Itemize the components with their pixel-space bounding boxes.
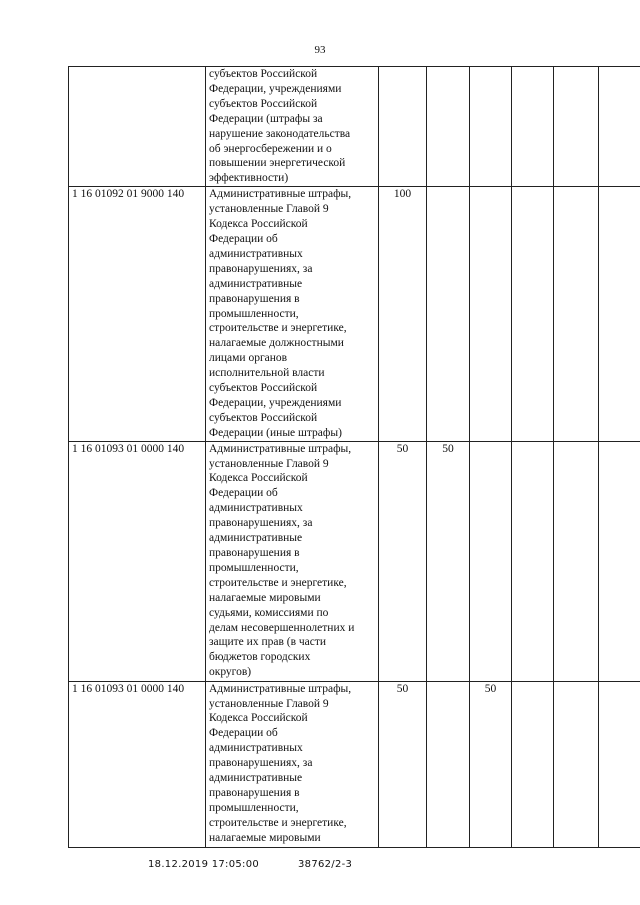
- revenue-description: Административные штрафы, установленные Главой 9 Кодекса Российской Федерации об административных правонарушениях, за административные правонарушения в промышленности, строительстве и энергетике, налагаемые мировыми: [206, 681, 379, 847]
- value-cell: [599, 187, 640, 441]
- value-cell: [427, 67, 470, 187]
- revenue-description: субъектов Российской Федерации, учреждениями субъектов Российской Федерации (штрафы за нарушение законодательства об энергосбережении и о повышении энергетической эффективности): [206, 67, 379, 187]
- value-cell: [379, 67, 427, 187]
- revenue-description: Административные штрафы, установленные Главой 9 Кодекса Российской Федерации об административных правонарушениях, за административные правонарушения в промышленности, строительстве и энергетике, налагаемые должностными лицами органов исполнительной власти субъектов Российской Федерации, учреждениями субъектов Российской Федерации (иные штрафы): [206, 187, 379, 441]
- value-cell: [554, 187, 599, 441]
- value-cell: [599, 441, 640, 681]
- value-cell: [554, 67, 599, 187]
- table-row: [69, 681, 640, 847]
- table-row: [69, 441, 640, 681]
- value-cell: [554, 681, 599, 847]
- value-cell: [427, 681, 470, 847]
- budget-code: 1 16 01093 01 0000 140: [69, 441, 206, 681]
- value-cell: [554, 441, 599, 681]
- value-cell: [512, 187, 554, 441]
- value-cell: [599, 67, 640, 187]
- budget-code: 1 16 01092 01 9000 140: [69, 187, 206, 441]
- table-row: [69, 67, 640, 187]
- value-cell: 50: [470, 681, 512, 847]
- budget-table: [68, 66, 640, 848]
- value-cell: [512, 681, 554, 847]
- value-cell: 50: [379, 441, 427, 681]
- value-cell: [599, 681, 640, 847]
- revenue-description: Административные штрафы, установленные Главой 9 Кодекса Российской Федерации об административных правонарушениях, за административные правонарушения в промышленности, строительстве и энергетике, налагаемые мировыми судьями, комиссиями по делам несовершеннолетних и защите их прав (в части бюджетов городских округов): [206, 441, 379, 681]
- value-cell: 100: [379, 187, 427, 441]
- budget-code: 1 16 01093 01 0000 140: [69, 681, 206, 847]
- value-cell: 50: [427, 441, 470, 681]
- value-cell: [470, 67, 512, 187]
- footer-document-id: 38762/2-3: [298, 859, 353, 870]
- value-cell: [512, 441, 554, 681]
- page-number: 93: [314, 44, 326, 56]
- value-cell: 50: [379, 681, 427, 847]
- value-cell: [512, 67, 554, 187]
- value-cell: [470, 441, 512, 681]
- value-cell: [470, 187, 512, 441]
- footer-timestamp: 18.12.2019 17:05:00: [148, 859, 260, 870]
- budget-code: [69, 67, 206, 187]
- value-cell: [427, 187, 470, 441]
- table-row: [69, 187, 640, 441]
